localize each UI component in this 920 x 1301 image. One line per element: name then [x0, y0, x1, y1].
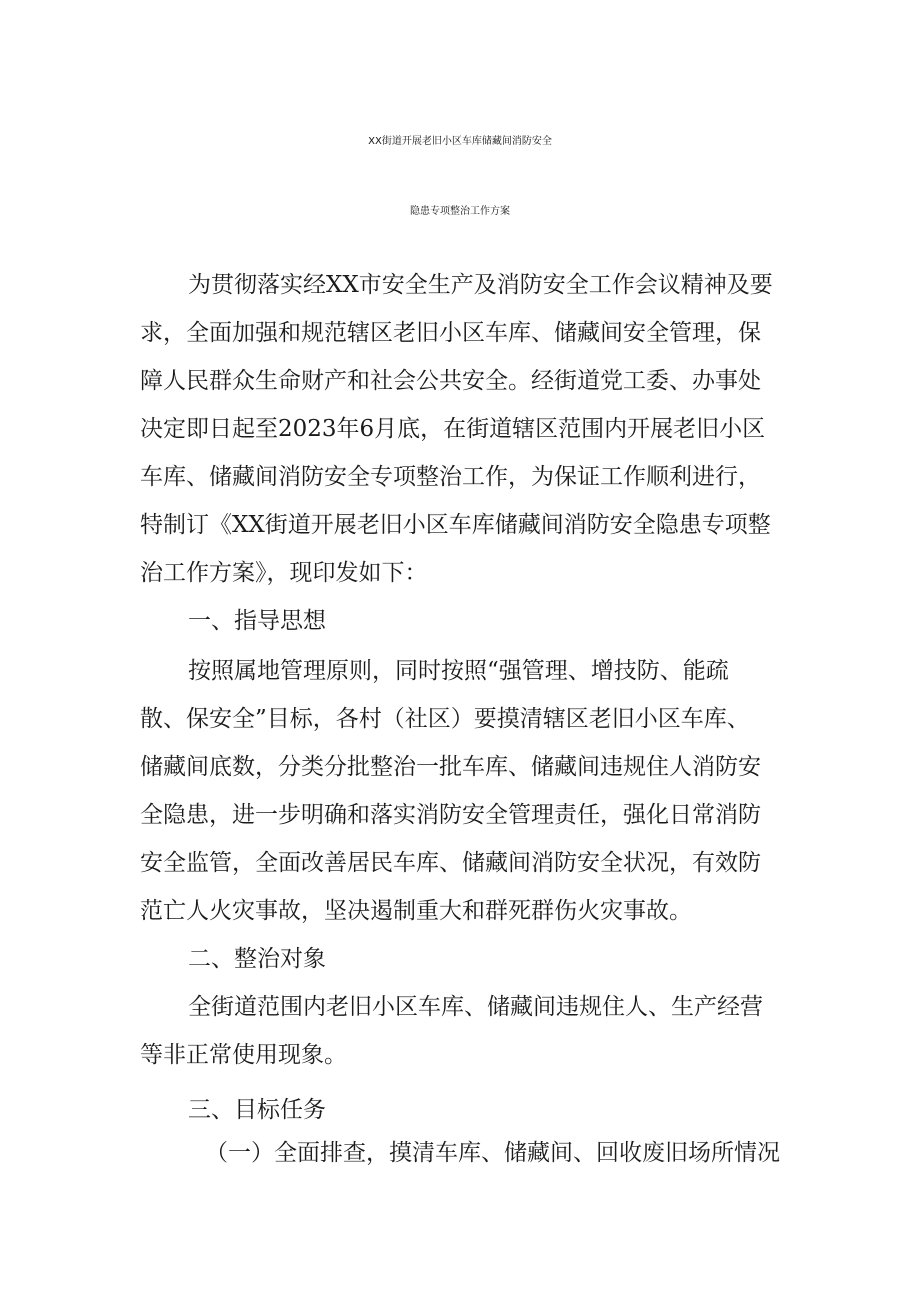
- section2-paragraph-line: 全街道范围内老旧小区车库、储藏间违规住人、生产经营: [188, 994, 763, 1020]
- section2-paragraph-line: 等非正常使用现象。: [140, 1042, 347, 1068]
- section-heading-remediation-targets: 二、整治对象: [188, 946, 326, 972]
- intro-paragraph-line: 决定即日起至2023年6月底，在街道辖区范围内开展老旧小区: [140, 416, 766, 442]
- intro-paragraph-line: 求，全面加强和规范辖区老旧小区车库、储藏间安全管理，保: [140, 320, 761, 346]
- section-heading-objectives: 三、目标任务: [188, 1097, 326, 1123]
- section3-subheading: （一）全面排查，摸清车库、储藏间、回收废旧场所情况: [205, 1140, 780, 1166]
- document-title-line-1: XX街道开展老旧小区车库储藏间消防安全: [368, 136, 552, 147]
- document-title-line-2: 隐患专项整治工作方案: [410, 206, 510, 217]
- section1-paragraph-line: 按照属地管理原则，同时按照“强管理、增技防、能疏: [188, 658, 729, 684]
- intro-paragraph-line: 治工作方案》，现印发如下：: [140, 560, 428, 586]
- section1-paragraph-line: 散、保安全”目标，各村（社区）要摸清辖区老旧小区车库、: [140, 706, 750, 732]
- section1-paragraph-line: 全隐患，进一步明确和落实消防安全管理责任，强化日常消防: [140, 802, 761, 828]
- section1-paragraph-line: 储藏间底数，分类分批整治一批车库、储藏间违规住人消防安: [140, 754, 761, 780]
- intro-paragraph-line: 特制订《XX街道开展老旧小区车库储藏间消防安全隐患专项整: [140, 512, 771, 538]
- intro-paragraph-line: 为贯彻落实经XX市安全生产及消防安全工作会议精神及要: [188, 272, 773, 298]
- section1-paragraph-line: 范亡人火灾事故，坚决遏制重大和群死群伤火灾事故。: [140, 898, 692, 924]
- intro-paragraph-line: 障人民群众生命财产和社会公共安全。经街道党工委、办事处: [140, 368, 761, 394]
- section-heading-guiding-ideology: 一、指导思想: [188, 608, 326, 634]
- intro-paragraph-line: 车库、储藏间消防安全专项整治工作，为保证工作顺利进行，: [140, 464, 761, 490]
- section1-paragraph-line: 安全监管，全面改善居民车库、储藏间消防安全状况，有效防: [140, 850, 761, 876]
